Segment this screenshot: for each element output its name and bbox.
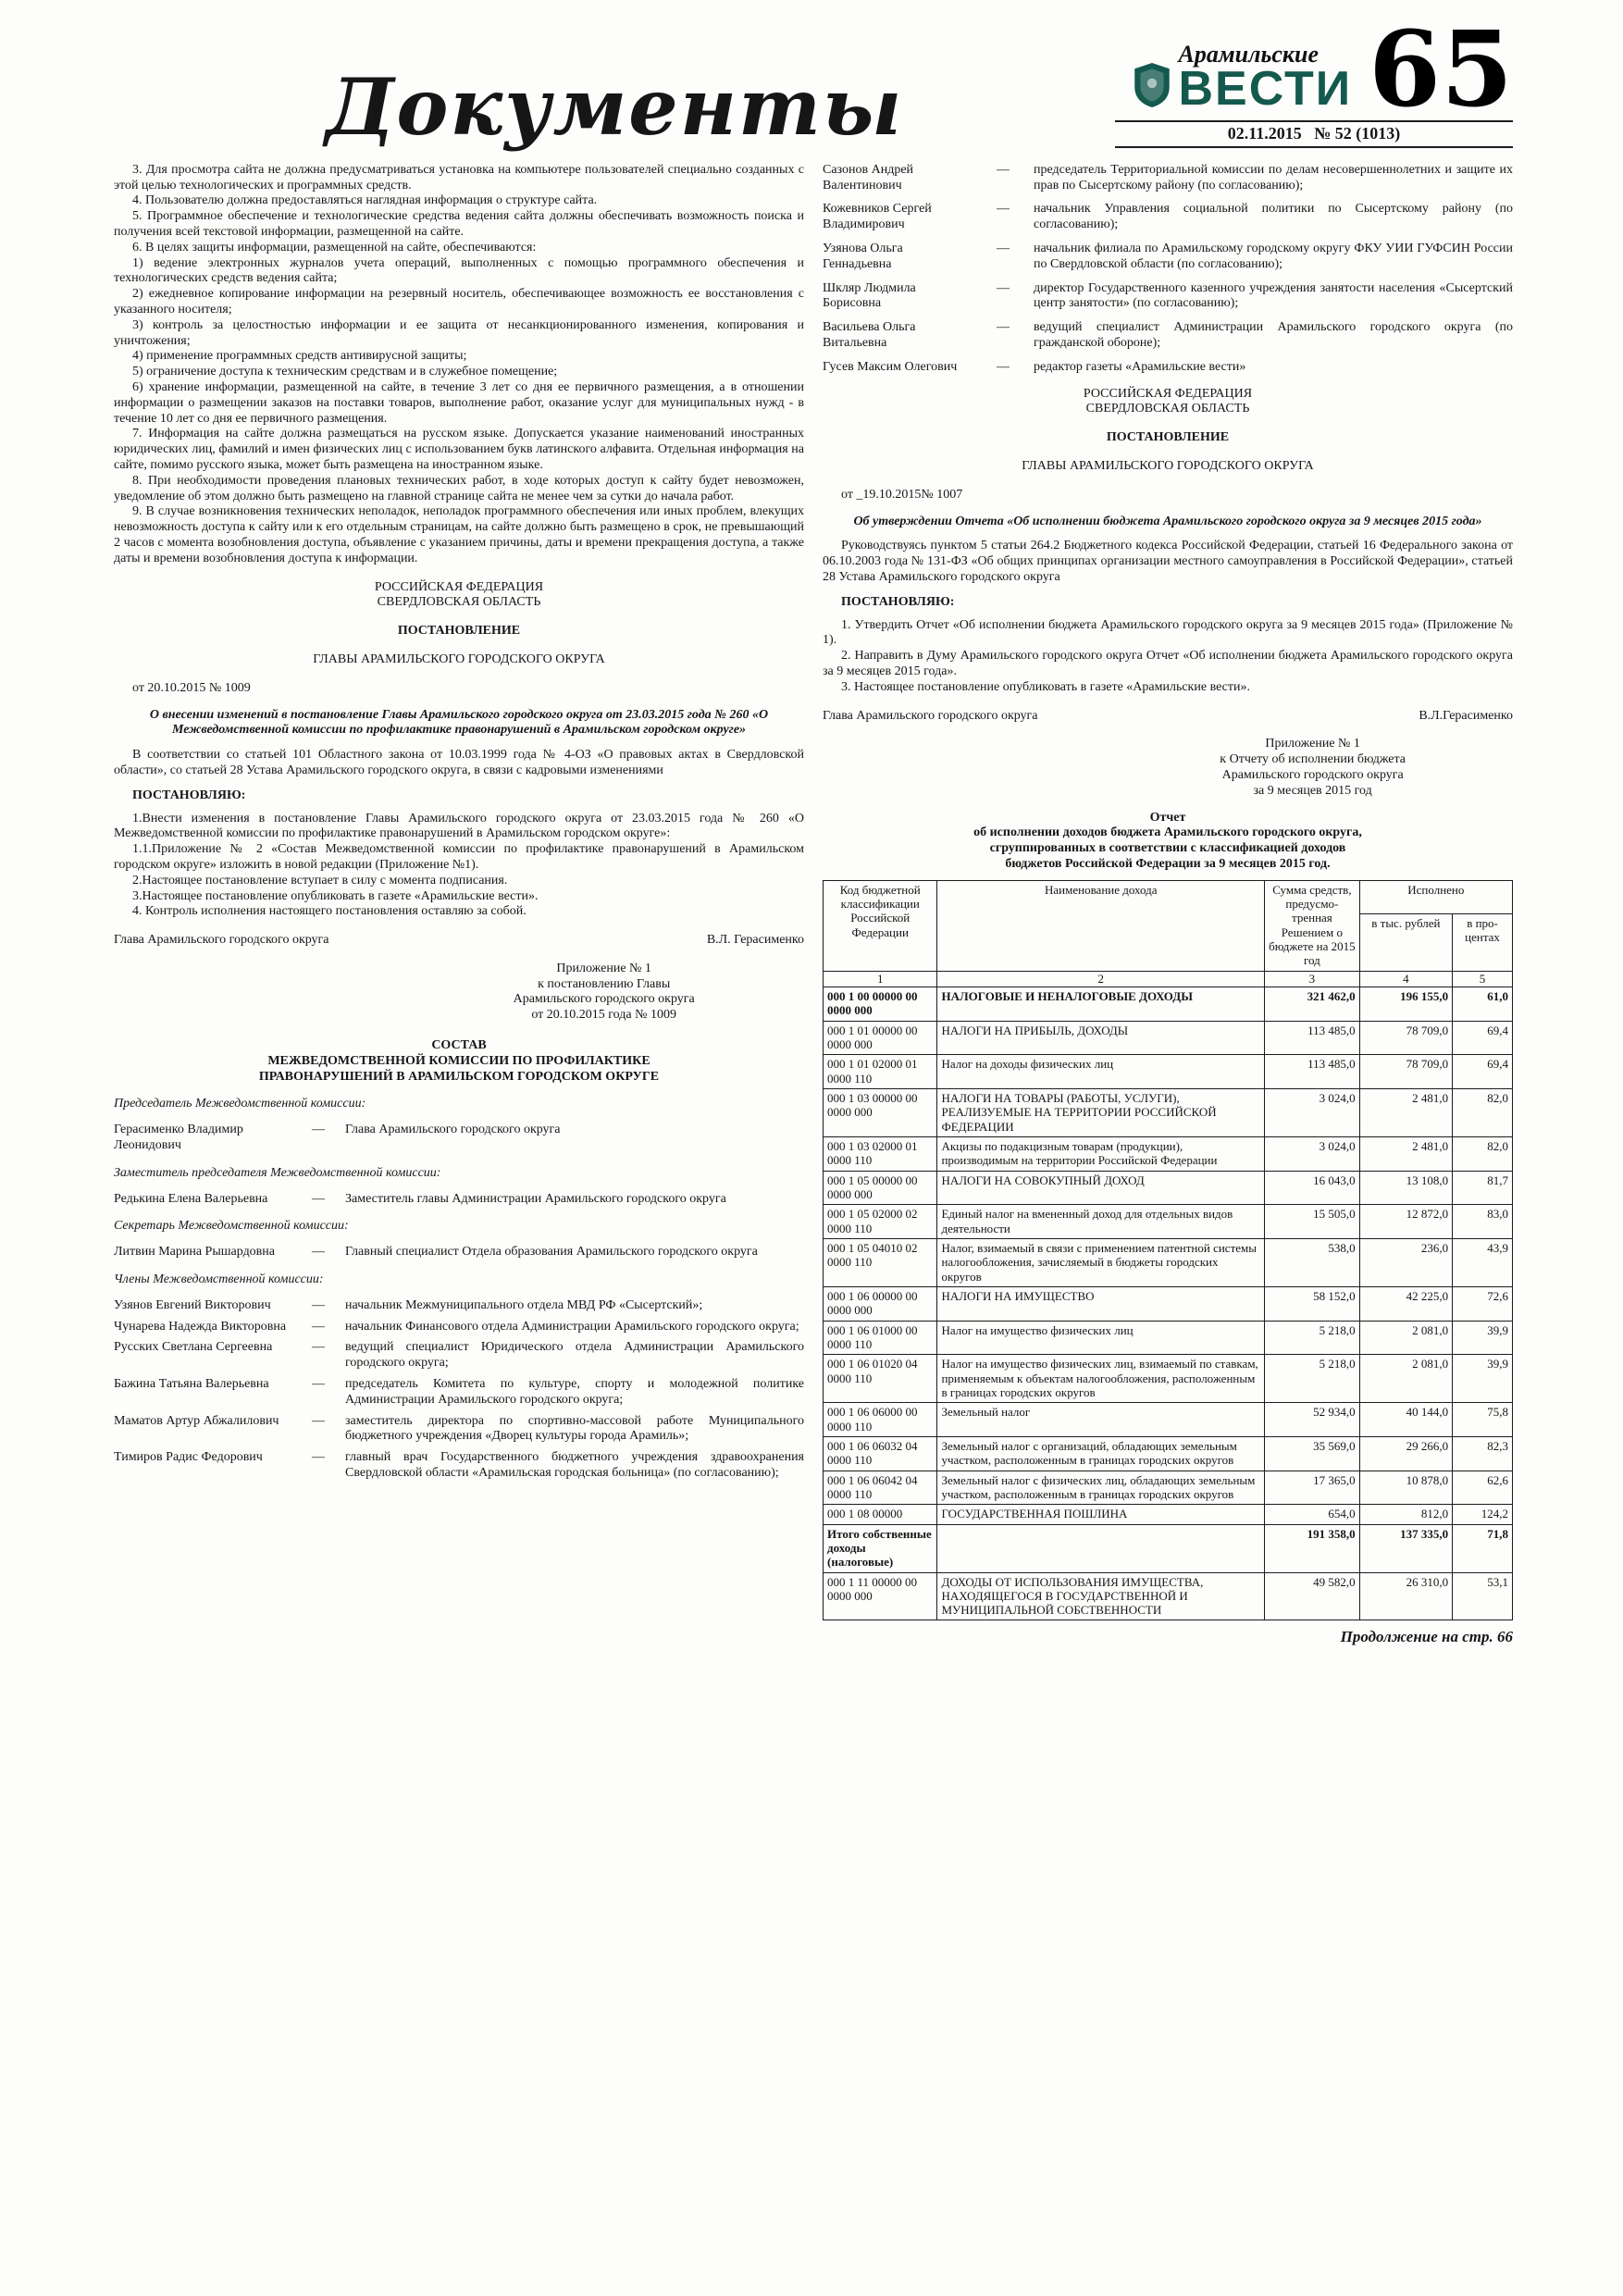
cell-executed: 2 481,0	[1359, 1088, 1452, 1136]
table-row	[824, 1403, 1513, 1437]
member-list	[114, 1123, 804, 1154]
left-column	[114, 163, 804, 1647]
cell-income-name: НАЛОГИ НА ИМУЩЕСТВО	[937, 1286, 1265, 1321]
dash-separator: —	[312, 1377, 325, 1392]
member-list	[114, 1298, 804, 1482]
member-role: начальник Управления социальной политики по Сысертскому району (по согласованию);	[1034, 202, 1513, 232]
paragraph: 4. Пользователю должна предоставляться наглядная информация о структуре сайта.	[132, 193, 598, 208]
table-row	[824, 1321, 1513, 1355]
cell-executed: 10 878,0	[1359, 1471, 1452, 1505]
cell-income-name: Налог на имущество физических лиц	[937, 1321, 1265, 1355]
cell-executed: 78 709,0	[1359, 1055, 1452, 1089]
cell-sum: 52 934,0	[1265, 1403, 1360, 1437]
paragraph: 8. При необходимости проведения плановых технических работ, в ходе которых доступ к сайту будет невозможен, уведомление об этом должно быть размещено на главной странице сайта не менее чем за сутки до начала работ.	[114, 473, 804, 503]
member-role: начальник филиала по Арамильскому городскому округу ФКУ УИИ ГУФСИН России по Свердловской области (по согласованию);	[1034, 242, 1513, 271]
member-name: Герасименко Владимир Леонидович	[114, 1123, 243, 1153]
member-role: заместитель директора по спортивно-массовой работе Муниципального бюджетного учреждения «Дворец культуры города Арамиль»;	[345, 1413, 804, 1444]
header-income-name: Наименование дохода	[937, 880, 1265, 971]
cell-percent: 81,7	[1453, 1171, 1513, 1205]
decree-item: 1. Утвердить Отчет «Об исполнении бюджета Арамильского городского округа за 9 месяцев 2015 года» (Приложение № 1).	[823, 617, 1513, 648]
cell-income-name: Земельный налог с физических лиц, обладающих земельным участком, расположенным в границах городских округов	[937, 1471, 1265, 1505]
member-row	[114, 1414, 804, 1446]
cell-percent: 82,0	[1453, 1088, 1513, 1136]
commission-title	[114, 1038, 804, 1085]
member-row	[823, 202, 1513, 233]
member-name: Бажина Татьяна Валерьевна	[114, 1377, 269, 1392]
doc-authority: ГЛАВЫ АРАМИЛЬСКОГО ГОРОДСКОГО ОКРУГА	[313, 652, 605, 666]
newspaper-brand	[1115, 9, 1513, 148]
cell-code: 000 1 11 00000 00 0000 000	[824, 1572, 937, 1620]
cell-sum: 35 569,0	[1265, 1436, 1360, 1471]
cell-percent: 61,0	[1453, 987, 1513, 1022]
cell-income-name: Налог на доходы физических лиц	[937, 1055, 1265, 1089]
cell-income-name: НАЛОГИ НА СОВОКУПНЫЙ ДОХОД	[937, 1171, 1265, 1205]
paragraph: 3) контроль за целостностью информации и ее защита от несанкционированного изменения, копирования и уничтожения;	[114, 317, 804, 348]
cell-sum: 3 024,0	[1265, 1136, 1360, 1171]
budget-table-body	[824, 987, 1513, 1620]
member-row	[114, 1340, 804, 1371]
cell-executed: 2 081,0	[1359, 1355, 1452, 1403]
cell-code: 000 1 05 00000 00 0000 000	[824, 1171, 937, 1205]
paragraph: 6) хранение информации, размещенной на сайте, в течение 3 лет со дня ее первичного размещения, а в отношении информации о размещении заказов на поставки товаров, выполнение работ, оказание услуг для муниципальных нужд - в течение 10 лет со дня ее первичного размещения.	[114, 379, 804, 426]
annex-ref-line: Приложение № 1	[556, 961, 651, 975]
commission-section	[114, 1097, 804, 1153]
commission-title-line: ПРАВОНАРУШЕНИЙ В АРАМИЛЬСКОМ ГОРОДСКОМ ОКРУГЕ	[258, 1069, 660, 1084]
doc-type: ПОСТАНОВЛЕНИЕ	[1106, 430, 1230, 445]
cell-executed: 196 155,0	[1359, 987, 1452, 1022]
continuation-note: Продолжение на стр. 66	[1340, 1628, 1513, 1646]
header-sum: Сумма средств, предусмотренная Решением о бюджете на 2015 год	[1265, 880, 1360, 971]
cell-code: 000 1 00 00000 00 0000 000	[824, 987, 937, 1022]
decree-items	[114, 812, 804, 921]
member-row	[114, 1320, 804, 1335]
cell-executed: 12 872,0	[1359, 1205, 1452, 1239]
cell-executed: 42 225,0	[1359, 1286, 1452, 1321]
member-name: Васильева Ольга Витальевна	[823, 320, 916, 350]
member-role: Глава Арамильского городского округа	[345, 1123, 561, 1137]
cell-executed: 137 335,0	[1359, 1524, 1452, 1572]
cell-income-name: Земельный налог с организаций, обладающих земельным участком, расположенным в границах городских округов	[937, 1436, 1265, 1471]
cell-percent: 82,3	[1453, 1436, 1513, 1471]
coat-of-arms-icon	[1133, 62, 1171, 113]
doc-type: ПОСТАНОВЛЕНИЕ	[397, 624, 521, 639]
cell-percent: 43,9	[1453, 1238, 1513, 1286]
cell-code: 000 1 01 00000 00 0000 000	[824, 1021, 937, 1055]
member-name: Узянов Евгений Викторович	[114, 1297, 271, 1312]
doc-dateline: от 20.10.2015 № 1009	[132, 680, 251, 695]
cell-code: 000 1 06 01020 04 0000 110	[824, 1355, 937, 1403]
member-role: председатель Территориальной комиссии по делам несовершеннолетних и защите их прав по Сысертскому району (по согласованию);	[1034, 162, 1513, 192]
cell-code: 000 1 06 06042 04 0000 110	[824, 1471, 937, 1505]
annex-ref-line: за 9 месяцев 2015 год	[1253, 783, 1372, 798]
annex-ref-line: Приложение № 1	[1265, 737, 1360, 751]
annex-ref-line: Арамильского городского округа	[513, 992, 695, 1007]
member-row	[823, 360, 1513, 376]
annex-ref-line: к постановлению Главы	[538, 976, 671, 991]
commission-sections	[114, 1097, 804, 1481]
page-number: 65	[1369, 9, 1513, 130]
dash-separator: —	[312, 1297, 325, 1312]
cell-executed: 26 310,0	[1359, 1572, 1452, 1620]
dash-separator: —	[997, 320, 1010, 335]
annex-ref-line: от 20.10.2015 года № 1009	[531, 1008, 676, 1023]
signature-line	[823, 709, 1513, 725]
gov-heading-line: СВЕРДЛОВСКАЯ ОБЛАСТЬ	[1085, 402, 1250, 416]
masthead	[114, 9, 1513, 153]
cell-income-name: НАЛОГИ НА ТОВАРЫ (РАБОТЫ, УСЛУГИ), РЕАЛИЗУЕМЫЕ НА ТЕРРИТОРИИ РОССИЙСКОЙ ФЕДЕРАЦИИ	[937, 1088, 1265, 1136]
paragraph: 5. Программное обеспечение и технологические средства ведения сайта должны обеспечивать возможность поиска и получения всей текстовой информации, размещенной на сайте.	[114, 209, 804, 240]
cell-percent: 53,1	[1453, 1572, 1513, 1620]
table-row	[824, 1524, 1513, 1572]
column-numbering-row	[824, 971, 1513, 987]
member-row	[823, 242, 1513, 273]
member-name: Узянова Ольга Геннадьевна	[823, 242, 903, 271]
cell-sum: 5 218,0	[1265, 1355, 1360, 1403]
signature-name: В.Л.Герасименко	[1419, 708, 1513, 723]
cell-executed: 29 266,0	[1359, 1436, 1452, 1471]
section-heading: Члены Межведомственной комиссии:	[114, 1272, 324, 1287]
cell-code: 000 1 08 00000	[824, 1505, 937, 1524]
header-thousands: в тыс. рублей	[1359, 913, 1452, 971]
brand-name-large: ВЕСТИ	[1178, 62, 1353, 117]
member-role: директор Государственного казенного учреждения занятости населения «Сысертский центр занятости» (по согласованию);	[1034, 280, 1513, 311]
cell-sum: 3 024,0	[1265, 1088, 1360, 1136]
column-number: 1	[824, 971, 937, 987]
column-number: 3	[1265, 971, 1360, 987]
gov-heading	[823, 387, 1513, 418]
paragraph: 1) ведение электронных журналов учета операций, выполненных с помощью программного обеспечения и технологических средств ведения сайта;	[114, 255, 804, 286]
cell-code: 000 1 06 01000 00 0000 110	[824, 1321, 937, 1355]
cell-income-name: Налог на имущество физических лиц, взимаемый по ставкам, применяемым к объектам налогообложения, расположенным в границах городских округов	[937, 1355, 1265, 1403]
table-row	[824, 1088, 1513, 1136]
report-title-line: бюджетов Российской Федерации за 9 месяцев 2015 год.	[1005, 856, 1331, 871]
cell-percent: 62,6	[1453, 1471, 1513, 1505]
brand-logo	[1133, 41, 1353, 117]
cell-percent: 82,0	[1453, 1136, 1513, 1171]
section-heading: Секретарь Межведомственной комиссии:	[114, 1219, 349, 1234]
cell-sum: 58 152,0	[1265, 1286, 1360, 1321]
cell-executed: 78 709,0	[1359, 1021, 1452, 1055]
paragraph: 6. В целях защиты информации, размещенной на сайте, обеспечиваются:	[132, 240, 537, 254]
cell-code: 000 1 05 04010 02 0000 110	[824, 1238, 937, 1286]
signature-role: Глава Арамильского городского округа	[823, 708, 1038, 723]
table-row	[824, 1171, 1513, 1205]
cell-income-name: ГОСУДАРСТВЕННАЯ ПОШЛИНА	[937, 1505, 1265, 1524]
member-role: ведущий специалист Юридического отдела Администрации Арамильского городского округа;	[345, 1340, 804, 1371]
table-row	[824, 987, 1513, 1022]
resolve-word: ПОСТАНОВЛЯЮ:	[841, 594, 955, 609]
member-name: Сазонов Андрей Валентинович	[823, 162, 914, 192]
member-list	[114, 1245, 804, 1260]
decree-item: 2. Направить в Думу Арамильского городского округа Отчет «Об исполнении бюджета Арамильского городского округа за 9 месяцев 2015 года».	[823, 649, 1513, 678]
member-row	[823, 163, 1513, 194]
decree-item: 2.Настоящее постановление вступает в силу с момента подписания.	[132, 873, 508, 887]
commission-section	[114, 1219, 804, 1260]
paragraph: 3. Для просмотра сайта не должна предусматриваться установка на компьютере пользователей специально созданных с этой целью технологических и программных средств.	[114, 162, 804, 192]
header-code: Код бюджетной классификации Российской Федерации	[824, 880, 937, 971]
table-row	[824, 1021, 1513, 1055]
cell-executed: 2 081,0	[1359, 1321, 1452, 1355]
cell-executed: 812,0	[1359, 1505, 1452, 1524]
cell-sum: 538,0	[1265, 1238, 1360, 1286]
cell-code: 000 1 06 06000 00 0000 110	[824, 1403, 937, 1437]
dash-separator: —	[312, 1450, 325, 1465]
dash-separator: —	[312, 1319, 325, 1334]
gov-heading	[114, 580, 804, 612]
member-row	[114, 1377, 804, 1409]
table-row	[824, 1136, 1513, 1171]
cell-sum: 15 505,0	[1265, 1205, 1360, 1239]
commission-section	[114, 1166, 804, 1208]
paragraph: 9. В случае возникновения технических неполадок, неполадок программного обеспечения или иных проблем, влекущих невозможность доступа к сайту или к его отдельным страницам, на сайте должно быть размещено в срок, не превышающий 2 часов с момента возобновления доступа, объявление с указанием причины, даты и времени прекращения доступа, а также даты и времени возобновления доступа к информации.	[114, 504, 804, 565]
cell-sum: 113 485,0	[1265, 1021, 1360, 1055]
cell-income-name	[937, 1524, 1265, 1572]
member-list	[114, 1192, 804, 1208]
decree-1007	[823, 387, 1513, 725]
member-row	[114, 1298, 804, 1314]
gov-heading-line: РОССИЙСКАЯ ФЕДЕРАЦИЯ	[374, 579, 544, 594]
column-number: 5	[1453, 971, 1513, 987]
signature-role: Глава Арамильского городского округа	[114, 933, 329, 948]
dash-separator: —	[312, 1123, 325, 1137]
decree-item: 3. Настоящее постановление опубликовать в газете «Арамильские вести».	[841, 679, 1250, 694]
dash-separator: —	[997, 242, 1010, 256]
annex-ref-line: Арамильского городского округа	[1221, 767, 1404, 782]
commission-title-line: МЕЖВЕДОМСТВЕННОЙ КОМИССИИ ПО ПРОФИЛАКТИКЕ	[267, 1053, 650, 1068]
cell-income-name: НАЛОГИ НА ПРИБЫЛЬ, ДОХОДЫ	[937, 1021, 1265, 1055]
member-name: Редькина Елена Валерьевна	[114, 1191, 268, 1206]
annex-reference	[1112, 737, 1513, 799]
member-name: Русских Светлана Сергеевна	[114, 1340, 273, 1355]
cell-percent: 69,4	[1453, 1021, 1513, 1055]
table-row	[824, 1505, 1513, 1524]
table-row	[824, 1238, 1513, 1286]
brand-text	[1178, 41, 1353, 117]
gov-heading-line: РОССИЙСКАЯ ФЕДЕРАЦИЯ	[1083, 386, 1253, 401]
table-row	[824, 1572, 1513, 1620]
column-number: 2	[937, 971, 1265, 987]
cell-income-name: НАЛОГОВЫЕ И НЕНАЛОГОВЫЕ ДОХОДЫ	[937, 987, 1265, 1022]
cell-percent: 83,0	[1453, 1205, 1513, 1239]
member-role: Главный специалист Отдела образования Арамильского городского округа	[345, 1245, 758, 1260]
cell-code: 000 1 06 00000 00 0000 000	[824, 1286, 937, 1321]
budget-income-table	[823, 880, 1513, 1621]
dash-separator: —	[312, 1413, 325, 1428]
report-title-line: сгруппированных в соответствии с классификацией доходов	[989, 841, 1346, 856]
brand-row	[1115, 9, 1513, 130]
member-name: Шкляр Людмила Борисовна	[823, 280, 916, 311]
member-name: Чунарева Надежда Викторовна	[114, 1319, 287, 1334]
table-row	[824, 1436, 1513, 1471]
section-heading: Заместитель председателя Межведомственной комиссии:	[114, 1165, 441, 1180]
header-percent: в процентах	[1453, 913, 1513, 971]
right-column	[823, 163, 1513, 1647]
cell-executed: 2 481,0	[1359, 1136, 1452, 1171]
cell-income-name: ДОХОДЫ ОТ ИСПОЛЬЗОВАНИЯ ИМУЩЕСТВА, НАХОДЯЩЕГОСЯ В ГОСУДАРСТВЕННОЙ И МУНИЦИПАЛЬНОЙ СОБСТВЕННОСТИ	[937, 1572, 1265, 1620]
section-title: Документы	[325, 60, 904, 153]
cell-code: 000 1 06 06032 04 0000 110	[824, 1436, 937, 1471]
cell-income-name: Единый налог на вмененный доход для отдельных видов деятельности	[937, 1205, 1265, 1239]
cell-code: 000 1 05 02000 02 0000 110	[824, 1205, 937, 1239]
dash-separator: —	[312, 1191, 325, 1206]
cell-code: 000 1 03 00000 00 0000 000	[824, 1088, 937, 1136]
table-row	[824, 1286, 1513, 1321]
member-role: начальник Межмуниципального отдела МВД РФ «Сысертский»;	[345, 1297, 703, 1312]
paragraph: 5) ограничение доступа к техническим средствам и в служебное помещение;	[132, 365, 558, 379]
decree-title: О внесении изменений в постановление Главы Арамильского городского округа от 23.03.2015 года № 260 «О Межведомственной комиссии по профилактике правонарушений в Арамильском городском округе»	[149, 707, 769, 738]
decree-item: 4. Контроль исполнения настоящего постановления оставляю за собой.	[132, 904, 527, 919]
member-row	[114, 1123, 804, 1154]
commission-section	[114, 1272, 804, 1482]
brand-name-small: Арамильские	[1178, 41, 1319, 68]
cell-percent: 75,8	[1453, 1403, 1513, 1437]
decree-item: 3.Настоящее постановление опубликовать в газете «Арамильские вести».	[132, 888, 539, 903]
cell-executed: 236,0	[1359, 1238, 1452, 1286]
dash-separator: —	[312, 1340, 325, 1355]
decree-items	[823, 618, 1513, 696]
cell-income-name: Акцизы по подакцизным товарам (продукции), производимым на территории Российской Федерации	[937, 1136, 1265, 1171]
budget-table-head	[824, 880, 1513, 987]
table-row	[824, 1055, 1513, 1089]
cell-income-name: Земельный налог	[937, 1403, 1265, 1437]
member-role: начальник Финансового отдела Администрации Арамильского городского округа;	[345, 1319, 799, 1334]
issue-line: 02.11.2015 № 52 (1013)	[1115, 120, 1513, 148]
doc-dateline: от _19.10.2015№ 1007	[841, 487, 963, 502]
member-name: Литвин Марина Рышардовна	[114, 1245, 276, 1260]
cell-income-name: Налог, взимаемый в связи с применением патентной системы налогообложения, зачисляемый в бюджеты городских округов	[937, 1238, 1265, 1286]
member-role: Заместитель главы Администрации Арамильского городского округа	[345, 1191, 726, 1206]
dash-separator: —	[997, 359, 1010, 374]
cell-sum: 113 485,0	[1265, 1055, 1360, 1089]
cell-code: Итого собственные доходы (налоговые)	[824, 1524, 937, 1572]
member-name: Кожевников Сергей Владимирович	[823, 202, 932, 232]
member-row	[823, 320, 1513, 352]
decree-item: 1.1.Приложение № 2 «Состав Межведомственной комиссии по профилактике правонарушений в Арамильском городском округе» изложить в новой редакции (Приложение №1).	[114, 842, 804, 872]
report-title-line: Отчет	[1149, 810, 1186, 825]
regulation-continuation	[114, 163, 804, 567]
cell-code: 000 1 03 02000 01 0000 110	[824, 1136, 937, 1171]
decree-title: Об утверждении Отчета «Об исполнении бюджета Арамильского городского округа за 9 месяцев 2015 года»	[853, 514, 1482, 528]
member-list-continued	[823, 163, 1513, 376]
member-role: редактор газеты «Арамильские вести»	[1034, 359, 1246, 374]
cell-executed: 13 108,0	[1359, 1171, 1452, 1205]
dash-separator: —	[997, 280, 1010, 295]
cell-percent: 39,9	[1453, 1321, 1513, 1355]
signature-line	[114, 933, 804, 949]
cell-sum: 16 043,0	[1265, 1171, 1360, 1205]
cell-percent: 71,8	[1453, 1524, 1513, 1572]
member-name: Гусев Максим Олегович	[823, 359, 958, 374]
cell-percent: 124,2	[1453, 1505, 1513, 1524]
table-row	[824, 1205, 1513, 1239]
cell-sum: 49 582,0	[1265, 1572, 1360, 1620]
cell-percent: 69,4	[1453, 1055, 1513, 1089]
gov-heading-line: СВЕРДЛОВСКАЯ ОБЛАСТЬ	[377, 595, 541, 610]
annex-reference	[403, 962, 804, 1024]
member-row	[114, 1192, 804, 1208]
paragraph: 7. Информация на сайте должна размещаться на русском языке. Допускается указание наименований иностранных юридических лиц, фамилий и имен физических лиц с использованием букв латинского алфавита. Отдельная информация на сайте, помимо русского языка, может быть размещена на иностранном языке.	[114, 427, 804, 472]
cell-sum: 17 365,0	[1265, 1471, 1360, 1505]
dash-separator: —	[997, 202, 1010, 217]
cell-percent: 39,9	[1453, 1355, 1513, 1403]
dash-separator: —	[312, 1245, 325, 1260]
decree-preamble: В соответствии со статьей 101 Областного закона от 10.03.1999 года № 4-ОЗ «О правовых актах в Свердловской области», со статьей 28 Устава Арамильского городского округа, в связи с кадровыми изменениями	[114, 748, 804, 777]
header-executed: Исполнено	[1359, 880, 1512, 913]
commission-title-line: СОСТАВ	[431, 1038, 487, 1053]
cell-code: 000 1 01 02000 01 0000 110	[824, 1055, 937, 1089]
section-heading: Председатель Межведомственной комиссии:	[114, 1097, 366, 1111]
cell-executed: 40 144,0	[1359, 1403, 1452, 1437]
annex-1	[114, 962, 804, 1482]
cell-sum: 654,0	[1265, 1505, 1360, 1524]
member-role: председатель Комитета по культуре, спорту и молодежной политике Администрации Арамильского городского округа;	[345, 1377, 804, 1407]
column-number: 4	[1359, 971, 1452, 987]
cell-percent: 72,6	[1453, 1286, 1513, 1321]
member-row	[823, 281, 1513, 313]
cell-sum: 321 462,0	[1265, 987, 1360, 1022]
member-name: Тимиров Радис Федорович	[114, 1450, 263, 1465]
cell-sum: 191 358,0	[1265, 1524, 1360, 1572]
member-role: главный врач Государственного бюджетного учреждения здравоохранения Свердловской области «Арамильская городская больница» (по согласованию);	[345, 1450, 804, 1481]
table-row	[824, 1355, 1513, 1403]
dash-separator: —	[997, 162, 1010, 177]
decree-item: 1.Внести изменения в постановление Главы Арамильского городского округа от 23.03.2015 года № 260 «О Межведомственной комиссии по профилактике правонарушений в Арамильском городском округе»:	[114, 811, 804, 841]
paragraph: 2) ежедневное копирование информации на резервный носитель, обеспечивающее возможность ее восстановления с указанного носителя;	[114, 287, 804, 316]
content-columns	[114, 163, 1513, 1647]
signature-name: В.Л. Герасименко	[706, 933, 804, 948]
decree-preamble: Руководствуясь пунктом 5 статьи 264.2 Бюджетного кодекса Российской Федерации, статьей 16 Федерального закона от 06.10.2003 года № 131-ФЗ «Об общих принципах организации местного самоуправления в Российской Федерации», статьей 28 Устава Арамильского городского округа	[823, 539, 1513, 584]
decree-1009	[114, 580, 804, 949]
resolve-word: ПОСТАНОВЛЯЮ:	[132, 788, 246, 802]
member-row	[114, 1450, 804, 1482]
report-title	[823, 811, 1513, 873]
cell-sum: 5 218,0	[1265, 1321, 1360, 1355]
doc-authority: ГЛАВЫ АРАМИЛЬСКОГО ГОРОДСКОГО ОКРУГА	[1022, 458, 1314, 473]
member-row	[114, 1245, 804, 1260]
paragraph: 4) применение программных средств антивирусной защиты;	[132, 349, 467, 364]
table-row	[824, 1471, 1513, 1505]
member-role: ведущий специалист Администрации Арамильского городского округа (по гражданской обороне);	[1034, 320, 1513, 350]
annex-ref-line: к Отчету об исполнении бюджета	[1220, 752, 1406, 767]
member-name: Маматов Артур Абжалилович	[114, 1413, 279, 1428]
report-title-line: об исполнении доходов бюджета Арамильского городского округа,	[973, 825, 1362, 840]
